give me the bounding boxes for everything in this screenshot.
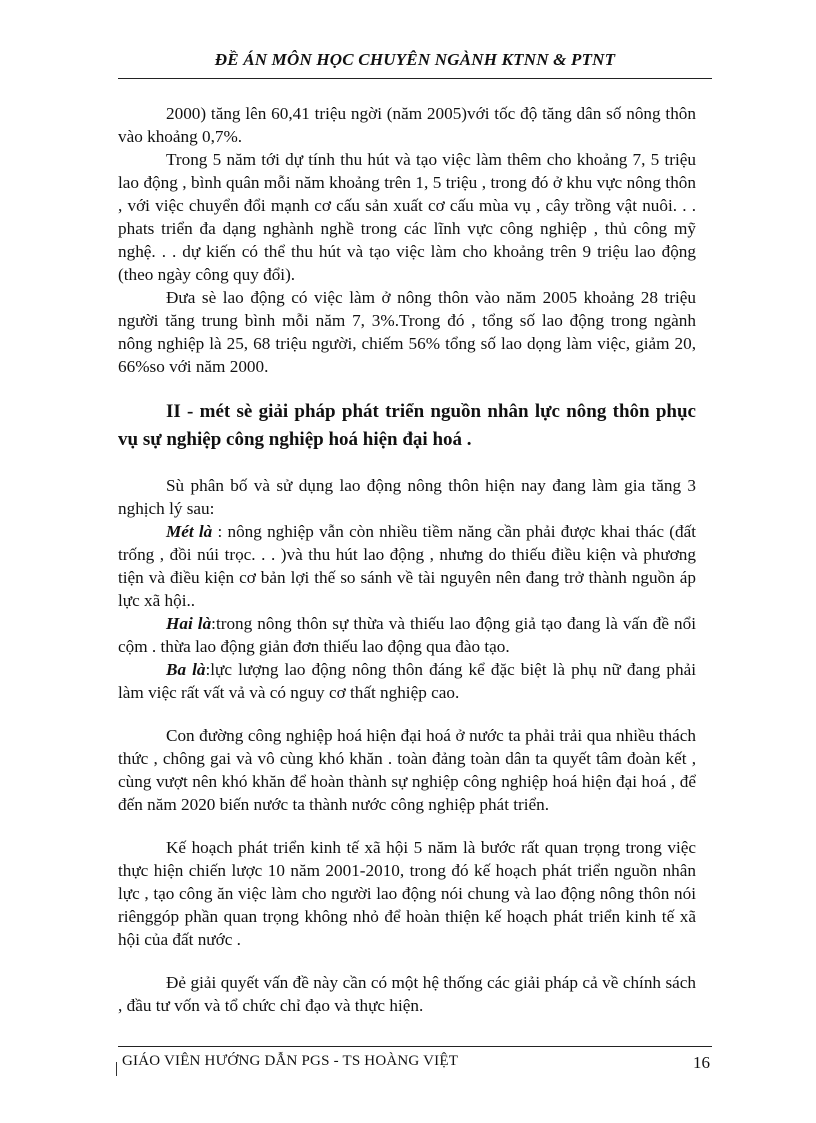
paragraph-4: Sù phân bố và sử dụng lao động nông thôn hiện nay đang làm gia tăng 3 nghịch lý sau:	[118, 476, 696, 518]
header-divider	[118, 78, 712, 79]
paragraph-8: Con đường công nghiệp hoá hiện đại hoá ở nước ta phải trải qua nhiều thách thức , chông gai và vô cùng khó khăn . toàn đảng toàn dân ta quyết tâm đoàn kết , cùng vượt nên khó khăn để hoàn thành sự nghiệp công nghiệp hoá hiện đại hoá , để đến năm 2020 biến nước ta thành nước công nghiệp phát triển.	[118, 726, 696, 814]
paragraph-5-lead: Mét là	[166, 522, 213, 541]
section-heading: II - mét sè giải pháp phát triển nguồn nhân lực nông thôn phục vụ sự nghiệp công nghiệp hoá hiện đại hoá .	[118, 401, 696, 450]
document-body	[118, 102, 696, 1017]
paragraph-7-lead: Ba là	[166, 660, 206, 679]
footer-advisor: GIÁO VIÊN HƯỚNG DẪN PGS - TS HOÀNG VIỆT	[122, 1053, 459, 1069]
paragraph-10: Đẻ giải quyết vấn đề này cần có một hệ thống các giải pháp cả về chính sách , đầu tư vốn và tổ chức chỉ đạo và thực hiện.	[118, 973, 696, 1015]
paragraph-9: Kế hoạch phát triển kinh tế xã hội 5 năm là bước rất quan trọng trong việc thực hiện chiến lược 10 năm 2001-2010, trong đó kế hoạch phát triển nguồn nhân lực , tạo công ăn việc làm cho người lao động nói chung và lao động nông thôn nói riênggóp phần quan trọng không nhỏ để hoàn thiện kế hoạch phát triển kinh tế xã hội của đất nước .	[118, 838, 696, 949]
page-number: 16	[693, 1053, 710, 1072]
page-header-title: ĐỀ ÁN MÔN HỌC CHUYÊN NGÀNH KTNN & PTNT	[214, 50, 616, 69]
paragraph-3: Đưa sè lao động có việc làm ở nông thôn vào năm 2005 khoảng 28 triệu người tăng trung bình mỗi năm 7, 3%.Trong đó , tổng số lao động trong ngành nông nghiệp là 25, 68 triệu người, chiếm 56% tổng số lao dọng làm việc, giảm 20, 66%so với năm 2000.	[118, 288, 696, 376]
footer-marker	[116, 1062, 117, 1076]
paragraph-6-text: :trong nông thôn sự thừa và thiếu lao động giả tạo đang là vấn đề nổi cộm . thừa lao động giản đơn thiếu lao động qua đào tạo.	[118, 614, 697, 656]
paragraph-6-lead: Hai là	[166, 614, 212, 633]
footer-divider	[118, 1046, 712, 1047]
paragraph-5	[118, 520, 696, 612]
paragraph-7-text: :lực lượng lao động nông thôn đáng kể đặc biệt là phụ nữ đang phải làm việc rất vất vả và có nguy cơ thất nghiệp cao.	[118, 660, 696, 702]
paragraph-2: Trong 5 năm tới dự tính thu hút và tạo việc làm thêm cho khoảng 7, 5 triệu lao động , bình quân mỗi năm khoảng trên 1, 5 triệu , trong đó ở khu vực nông thôn , với việc chuyển đổi mạnh cơ cấu sản xuất cơ cấu mùa vụ , cây trồng vật nuôi. . . phats triển đa dạng nghành nghề trong các lĩnh vực công nghiệp , thủ công mỹ nghệ. . . dự kiến có thể thu hút và tạo việc làm cho khoảng trên 9 triệu lao động (theo ngày công quy đổi).	[118, 150, 696, 284]
paragraph-5-text: : nông nghiệp vẫn còn nhiều tiềm năng cần phải được khai thác (đất trống , đồi núi trọc. . . )và thu hút lao động , nhưng do thiếu điều kiện và phương tiện và điều kiện cơ bản lợi thế so sánh về tài nguyên nên đang trở thành nguồn áp lực xã hội..	[118, 522, 696, 610]
paragraph-1: 2000) tăng lên 60,41 triệu ngời (năm 2005)với tốc độ tăng dân số nông thôn vào khoảng 0,7%.	[118, 104, 696, 146]
paragraph-7	[118, 658, 696, 704]
paragraph-6	[118, 612, 696, 658]
